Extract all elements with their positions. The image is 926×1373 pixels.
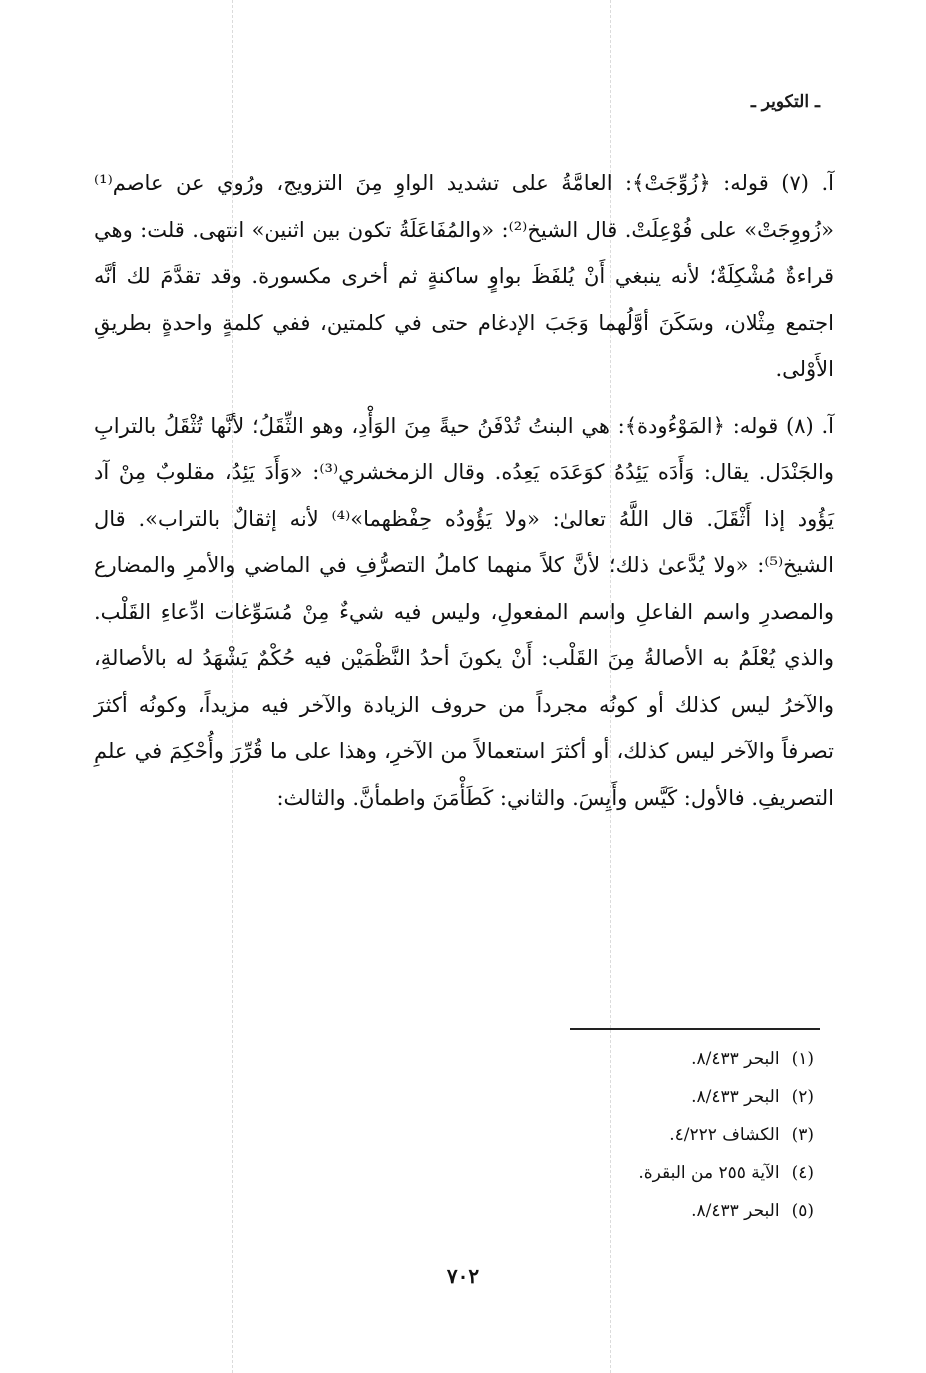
footnote-number: (١) bbox=[791, 1049, 814, 1069]
footnote-item bbox=[454, 1192, 814, 1230]
main-text bbox=[94, 160, 834, 821]
footnote-item bbox=[454, 1116, 814, 1154]
footnote-text: الآية ٢٥٥ من البقرة. bbox=[638, 1163, 780, 1183]
footnote-number: (٢) bbox=[791, 1087, 814, 1107]
footnote-item bbox=[454, 1040, 814, 1078]
footnote-text: الكشاف ٤/٢٢٢. bbox=[669, 1125, 780, 1145]
footnote-text: البحر ٨/٤٣٣. bbox=[691, 1201, 780, 1221]
running-header: ـ التكوير ـ bbox=[750, 92, 820, 112]
footnote-number: (٣) bbox=[791, 1125, 814, 1145]
footnote-item bbox=[454, 1154, 814, 1192]
footnote-divider bbox=[570, 1028, 820, 1030]
footnote-number: (٥) bbox=[791, 1201, 814, 1221]
paragraph-verse-7: آ. (٧) قوله: ﴿زُوِّجَتْ﴾: العامَّةُ على تشديد الواوِ مِنَ التزويج، ورُوي عن عاصم⁽¹⁾ «زُووِجَتْ» على فُوْعِلَتْ. قال الشيخ⁽²⁾: «والمُفَاعَلَةُ تكون بين اثنين» انتهى. قلت: وهي قراءةٌ مُشْكِلَةٌ؛ لأنه ينبغي أَنْ يُلفَظَ بواوٍ ساكنةٍ ثم أخرى مكسورة. وقد تقدَّمَ لك أنَّه اجتمع مِثْلان، وسَكَنَ أوَّلُهما وَجَبَ الإدغام حتى في كلمتين، ففي كلمةٍ واحدةٍ بطريقِ الأَوْلى. bbox=[94, 171, 834, 381]
footnote-text: البحر ٨/٤٣٣. bbox=[691, 1087, 780, 1107]
footnotes bbox=[454, 1040, 814, 1230]
footnote-item bbox=[454, 1078, 814, 1116]
footnote-number: (٤) bbox=[791, 1163, 814, 1183]
page-number: ٧٠٢ bbox=[446, 1264, 480, 1288]
footnote-text: البحر ٨/٤٣٣. bbox=[691, 1049, 780, 1069]
paragraph-verse-8: آ. (٨) قوله: ﴿المَوْءُودة﴾: هي البنتُ تُدْفَنُ حيةً مِنَ الوَأْدِ، وهو الثِّقَلُ؛ لأنَّها تُثْقَلُ بالترابِ والجَنْدَل. يقال: وَأَدَه يَئِدُهُ كوَعَدَه يَعِدُه. وقال الزمخشري⁽³⁾: «وَأَدَ يَئِدُ، مقلوبٌ مِنْ آد يَؤُود إذا أَثْقَلَ. قال اللَّهُ تعالىٰ: «ولا يَؤُودُه حِفْظهما»⁽⁴⁾ لأنه إثقالٌ بالتراب». قال الشيخ⁽⁵⁾: «ولا يُدَّعىٰ ذلك؛ لأنَّ كلاً منهما كاملُ التصرُّفِ في الماضي والأمرِ والمضارع والمصدرِ واسم الفاعلِ واسم المفعولِ، وليس فيه شيءٌ مِنْ مُسَوِّغات ادِّعاءِ القَلْب. والذي يُعْلَمُ به الأصالةُ مِنَ القَلْب: أَنْ يكونَ أحدُ النَّظْمَيْن فيه حُكْمٌ يَشْهَدُ له بالأصالةِ، والآخرُ ليس كذلك أو كونُه مجرداً من حروف الزيادة والآخر فيه مزيداً، وكونُه أكثرَ تصرفاً والآخر ليس كذلك، أو أكثرَ استعمالاً من الآخرِ، وهذا على ما قُرِّرَ وأُحْكِمَ في علمِ التصريفِ. فالأول: كَيَّس وأَيِسَ. والثاني: كَطَأْمَنَ واطمأنَّ. والثالث: bbox=[94, 413, 834, 810]
